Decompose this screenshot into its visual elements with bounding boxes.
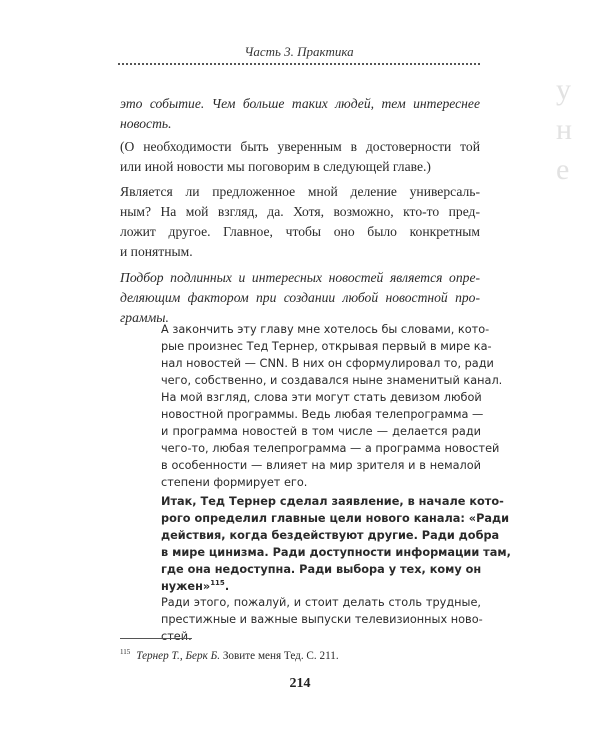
- bleed-through-glyphs: у н е: [556, 73, 573, 186]
- header-dotted-rule: [118, 63, 480, 65]
- footnote-authors: Тернер Т., Берк Б.: [136, 650, 221, 662]
- paragraph-1: это событие. Чем больше таких людей, тем интереснее новость.: [120, 96, 480, 131]
- paragraph-4: Подбор подлинных и интересных новостей является опре- деляющим фактором при создании любой новостной про- граммы.: [120, 270, 480, 325]
- paragraph-2: (О необходимости быть уверенным в достоверности той или иной новости мы поговорим в следующей главе.): [120, 139, 480, 174]
- footnote-rule: [120, 638, 192, 639]
- sidebar-paragraph-1: А закончить эту главу мне хотелось бы словами, кото- рые произнес Тед Тернер, открывая первый в мире ка- нал новостей — CNN. В них он сформулировал то, ради чего, собственно, и создавался ныне знаменитый канал. На мой взгляд, слова эти могут стать девизом любой новостной программы. Ведь любая телепрограмма — и программа новостей в том числе — делается ради чего-то, любая телепрограмма — а программа новостей в особенности — влияет на мир зрителя и в немалой степени формирует его.: [161, 323, 503, 489]
- footnote-ref: 115: [210, 579, 225, 588]
- sidebar-paragraph-2: Итак, Тед Тернер сделал заявление, в начале кото- рого определил главные цели нового канала: «Ради действия, когда бездействуют другие. Ради добра в мире цинизма. Ради доступности информации там, где она недоступна. Ради выбора у тех, кому он нужен»$^{115}$.: [161, 495, 511, 593]
- page-number: 214: [289, 676, 311, 691]
- footnote-text: Зовите меня Тед. С. 211.: [220, 650, 339, 662]
- sidebar-paragraph-3: Ради этого, пожалуй, и стоит делать столь трудные, престижные и важные выпуски телевизионных ново- стей.: [161, 596, 483, 643]
- running-header: Часть 3. Практика: [244, 44, 354, 59]
- footnote-number: 115: [120, 648, 131, 657]
- footnote: [120, 649, 480, 664]
- paragraph-3: Является ли предложенное мной деление универсаль- ным? На мой взгляд, да. Хотя, возможно, кто-то пред- ложит другое. Главное, чтобы оно было конкретным и понятным.: [120, 184, 480, 259]
